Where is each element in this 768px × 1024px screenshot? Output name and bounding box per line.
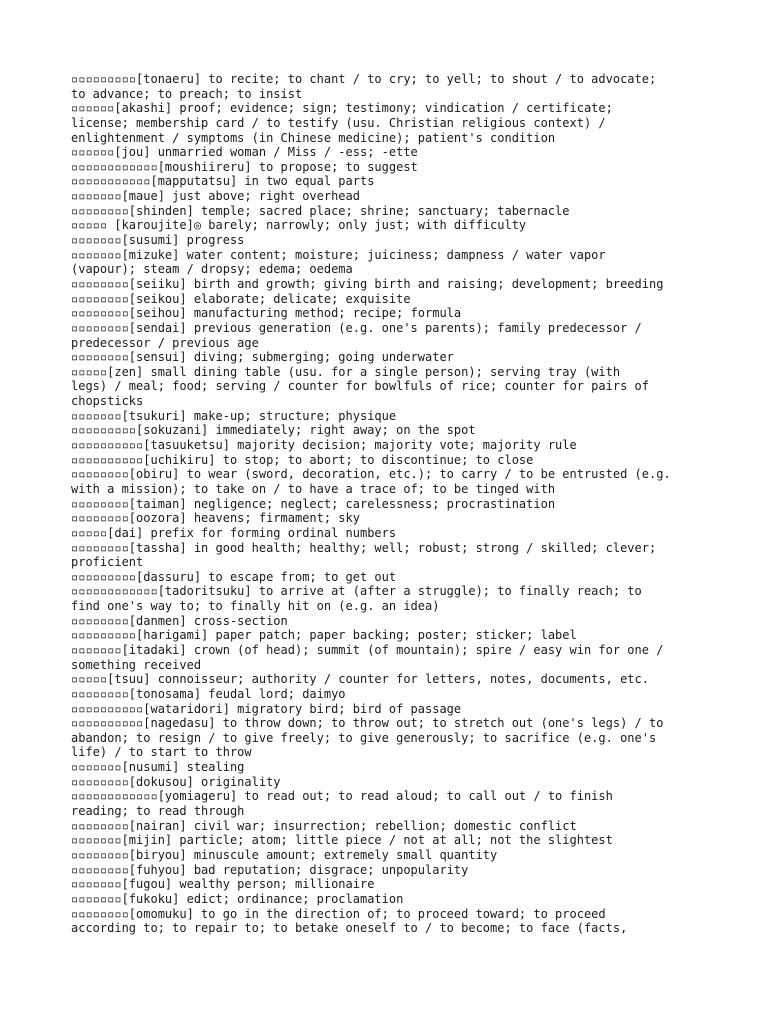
text-line: proficient [71,555,144,570]
text-line: something received [71,657,202,672]
text-line: ▫▫▫▫▫▫▫▫▫▫[wataridori] migratory bird; bird of passage [71,701,462,716]
text-line: ▫▫▫▫▫▫▫▫[fuhyou] bad reputation; disgrace; unpopularity [71,862,469,877]
text-line: ▫▫▫▫▫▫▫▫[tassha] in good health; healthy; well; robust; strong / skilled; clever; [71,540,657,555]
text-line: ▫▫▫▫▫▫▫[maue] just above; right overhead [71,189,360,204]
text-line: life) / to start to throw [71,745,252,760]
text-line: ▫▫▫▫▫▫▫▫[taiman] negligence; neglect; carelessness; procrastination [71,496,556,511]
text-line: with a mission); to take on / to have a trace of; to be tinged with [71,481,556,496]
text-line: ▫▫▫▫▫▫▫[nusumi] stealing [71,760,245,775]
text-line: ▫▫▫▫▫▫▫▫[danmen] cross-section [71,613,288,628]
text-line: ▫▫▫▫▫▫▫[tsukuri] make-up; structure; physique [71,408,397,423]
text-line: ▫▫▫▫▫▫▫▫[oozora] heavens; firmament; sky [71,511,360,526]
text-line: reading; to read through [71,804,245,819]
text-line: ▫▫▫▫▫▫▫▫[shinden] temple; sacred place; shrine; sanctuary; tabernacle [71,203,570,218]
document-body [71,72,711,936]
text-line: ▫▫▫▫▫▫▫▫▫▫▫[mapputatsu] in two equal parts [71,174,375,189]
text-line: abandon; to resign / to give freely; to give generously; to sacrifice (e.g. one's [71,730,657,745]
text-line: ▫▫▫▫▫▫▫▫[sensui] diving; submerging; going underwater [71,350,454,365]
text-line: ▫▫▫▫▫▫▫[mizuke] water content; moisture; juiciness; dampness / water vapor [71,247,606,262]
text-line: ▫▫▫▫▫▫▫[fukoku] edict; ordinance; proclamation [71,891,404,906]
text-line: ▫▫▫▫▫▫[jou] unmarried woman / Miss / -ess; -ette [71,145,418,160]
text-line: according to; to repair to; to betake oneself to / to become; to face (facts, [71,921,628,936]
text-line: ▫▫▫▫▫▫[akashi] proof; evidence; sign; testimony; vindication / certificate; [71,101,613,116]
text-line: enlightenment / symptoms (in Chinese medicine); patient's condition [71,130,556,145]
text-line: ▫▫▫▫▫▫▫▫▫▫[nagedasu] to throw down; to throw out; to stretch out (one's legs) / to [71,716,664,731]
text-line: chopsticks [71,394,144,409]
text-line: ▫▫▫▫▫[tsuu] connoisseur; authority / counter for letters, notes, documents, etc. [71,672,649,687]
text-line: legs) / meal; food; serving / counter for bowlfuls of rice; counter for pairs of [71,379,649,394]
text-line: ▫▫▫▫▫▫▫▫[nairan] civil war; insurrection; rebellion; domestic conflict [71,818,577,833]
text-line: ▫▫▫▫▫▫▫▫▫▫[tasuuketsu] majority decision; majority vote; majority rule [71,438,577,453]
text-line: license; membership card / to testify (usu. Christian religious context) / [71,115,606,130]
text-line: ▫▫▫▫▫[dai] prefix for forming ordinal numbers [71,525,397,540]
text-line: ▫▫▫▫▫▫▫[susumi] progress [71,233,245,248]
text-line: ▫▫▫▫▫▫▫[fugou] wealthy person; millionaire [71,877,375,892]
text-line: ▫▫▫▫▫▫▫▫▫[tonaeru] to recite; to chant / to cry; to yell; to shout / to advocate; [71,72,657,86]
text-line: ▫▫▫▫▫▫▫▫▫▫[uchikiru] to stop; to abort; to discontinue; to close [71,452,534,467]
text-line: ▫▫▫▫▫▫▫[mijin] particle; atom; little piece / not at all; not the slightest [71,833,613,848]
text-line: ▫▫▫▫▫▫▫▫▫[harigami] paper patch; paper backing; poster; sticker; label [71,628,577,643]
text-line: ▫▫▫▫▫▫▫▫[tonosama] feudal lord; daimyo [71,686,346,701]
text-line: ▫▫▫▫▫▫▫▫[biryou] minuscule amount; extremely small quantity [71,847,498,862]
text-line: ▫▫▫▫▫[zen] small dining table (usu. for a single person); serving tray (with [71,364,621,379]
text-line: to advance; to preach; to insist [71,86,303,101]
text-line: ▫▫▫▫▫▫▫▫▫▫▫▫[moushiireru] to propose; to suggest [71,159,418,174]
text-line: ▫▫▫▫▫▫▫▫[obiru] to wear (sword, decoration, etc.); to carry / to be entrusted (e.g. [71,467,671,482]
text-line: ▫▫▫▫▫▫▫[itadaki] crown (of head); summit (of mountain); spire / easy win for one / [71,642,664,657]
text-line: predecessor / previous age [71,335,259,350]
text-line: ▫▫▫▫▫▫▫▫[dokusou] originality [71,774,281,789]
text-line: ▫▫▫▫▫▫▫▫[omomuku] to go in the direction of; to proceed toward; to proceed [71,906,606,921]
text-line: ▫▫▫▫▫▫▫▫▫[dassuru] to escape from; to get out [71,569,397,584]
text-line: ▫▫▫▫▫▫▫▫▫▫▫▫[yomiageru] to read out; to read aloud; to call out / to finish [71,789,613,804]
text-line: find one's way to; to finally hit on (e.g. an idea) [71,599,440,614]
text-line: ▫▫▫▫▫▫▫▫[seihou] manufacturing method; recipe; formula [71,306,462,321]
text-line: ▫▫▫▫▫▫▫▫[sendai] previous generation (e.g. one's parents); family predecessor / [71,320,642,335]
text-line: ▫▫▫▫▫▫▫▫▫[sokuzani] immediately; right away; on the spot [71,423,476,438]
text-line: (vapour); steam / dropsy; edema; oedema [71,262,353,277]
text-line: ▫▫▫▫▫ [karoujite]◎ barely; narrowly; only just; with difficulty [71,218,527,233]
text-line: ▫▫▫▫▫▫▫▫▫▫▫▫[tadoritsuku] to arrive at (after a struggle); to finally reach; to [71,584,642,599]
text-line: ▫▫▫▫▫▫▫▫[seiiku] birth and growth; giving birth and raising; development; breeding [71,276,664,291]
text-line: ▫▫▫▫▫▫▫▫[seikou] elaborate; delicate; exquisite [71,291,411,306]
